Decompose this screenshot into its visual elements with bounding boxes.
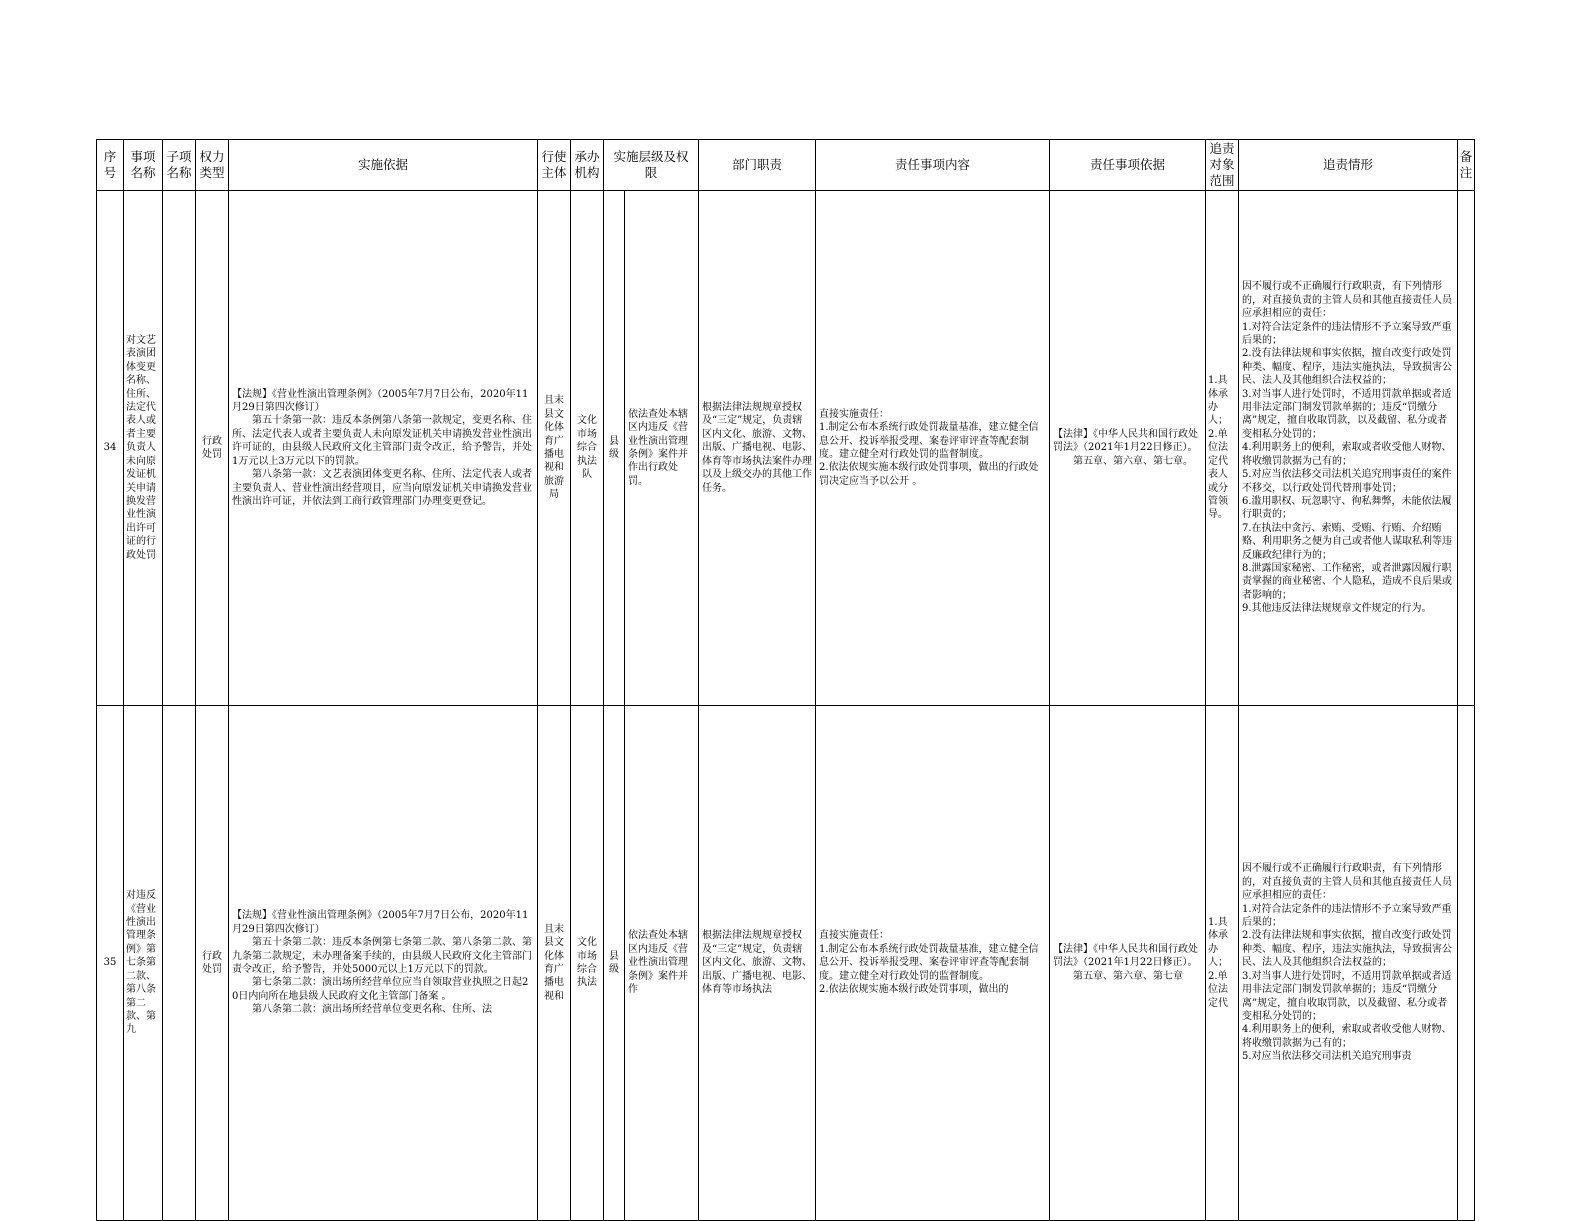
header-circumstances: 追责情形 [1239,140,1458,191]
row-resp-basis: 【法律】《中华人民共和国行政处罚法》（2021年1月22日修正）。 第五章、第六章、第七章 [1050,706,1206,1221]
header-remark: 备 注 [1458,140,1475,191]
row-seq: 35 [97,706,124,1221]
header-level: 实施层级及权 限 [604,140,699,191]
row-level-a: 县 级 [604,191,625,706]
row-level-b: 依法查处本辖区内违反《营业性演出管理条例》案件并作 [625,706,699,1221]
row-level-a: 县 级 [604,706,625,1221]
liability-table [96,139,1475,1221]
row-undertaker: 文化市场综合执法 [571,706,604,1221]
header-basis: 实施依据 [229,140,538,191]
header-subject: 行使 主体 [538,140,571,191]
header-undertaker: 承办 机构 [571,140,604,191]
row-subject: 且末县文化体育广播电视和 [538,706,571,1221]
table-row [97,706,1475,1221]
row-circumstances: 因不履行或不正确履行行政职责，有下列情形的，对直接负责的主管人员和其他直接责任人员应承担相应的责任： 1.对符合法定条件的违法情形不予立案导致严重后果的； 2.没有法律法规和事实依据，擅自改变行政处罚种类、幅度、程序，违法实施执法，导致损害公民、法人及其他组织合法权益的； 3.对当事人进行处罚时，不适用罚款单据或者适用非法定部门制发罚款单据的；违反“罚缴分离”规定，擅自收取罚款，以及截留、私分或者变相私分处罚的； 4.利用职务上的便利，索取或者收受他人财物、将收缴罚款据为己有的； 5.对应当依法移交司法机关追究刑事责任的案件不移交，以行政处罚代替刑事处罚； 6.滥用职权、玩忽职守、徇私舞弊，未能依法履行职责的； 7.在执法中贪污、索贿、受贿、行贿、介绍贿赂、利用职务之便为自己或者他人谋取私利等违反廉政纪律行为的； 8.泄露国家秘密、工作秘密，或者泄露因履行职责掌握的商业秘密、个人隐私，造成不良后果或者影响的； 9.其他违反法律法规规章文件规定的行为。 [1239,191,1458,706]
header-power-type: 权力 类型 [196,140,229,191]
row-resp-basis: 【法律】《中华人民共和国行政处罚法》（2021年1月22日修正）。 第五章、第六章、第七章。 [1050,191,1206,706]
header-resp-basis: 责任事项依据 [1050,140,1206,191]
row-scope: 1.具体承办人； 2.单位法定代表人或分管领导。 [1206,191,1239,706]
header-resp-content: 责任事项内容 [816,140,1050,191]
row-duty: 根据法律法规规章授权及“三定”规定，负责辖区内文化、旅游、文物、出版、广播电视、电影、体育等市场执法 [699,706,816,1221]
row-remark [1458,191,1475,706]
row-item-name: 对违反《营业性演出管理条例》第七条第二款、第八条第二款、第九 [124,706,163,1221]
row-basis: 【法规】《营业性演出管理条例》（2005年7月7日公布，2020年11月29日第四次修订） 第五十条第二款：违反本条例第七条第二款、第八条第二款、第九条第二款规定，未办理备案手续的，由县级人民政府文化主管部门责令改正，给予警告，并处5000元以上1万元以下的罚款。 第七条第二款：演出场所经营单位应当自领取营业执照之日起20日内向所在地县级人民政府文化主管部门备案 。 第八条第二款：演出场所经营单位变更名称、住所、法 [229,706,538,1221]
header-duty: 部门职责 [699,140,816,191]
row-power-type: 行政 处罚 [196,706,229,1221]
row-sub-item [163,191,196,706]
table-sheet [96,139,1474,1063]
header-row [97,140,1475,191]
table-row [97,191,1475,706]
row-remark [1458,706,1475,1221]
row-duty: 根据法律法规规章授权及“三定”规定，负责辖区内文化、旅游、文物、出版、广播电视、电影、体育等市场执法案件办理以及上级交办的其他工作任务。 [699,191,816,706]
row-sub-item [163,706,196,1221]
row-resp-content: 直接实施责任： 1.制定公布本系统行政处罚裁量基准，建立健全信息公开、投诉举报受理、案卷评审评查等配套制度。建立健全对行政处罚的监督制度。 2.依法依规实施本级行政处罚事项，做出的 [816,706,1050,1221]
row-resp-content: 直接实施责任： 1.制定公布本系统行政处罚裁量基准，建立健全信息公开、投诉举报受理、案卷评审评查等配套制度。建立健全对行政处罚的监督制度。 2.依法依规实施本级行政处罚事项，做出的行政处罚决定应当予以公开 。 [816,191,1050,706]
row-subject: 且末县文化体育广播电视和旅游局 [538,191,571,706]
header-sub-item: 子项 名称 [163,140,196,191]
header-item-name: 事项 名称 [124,140,163,191]
row-seq: 34 [97,191,124,706]
row-undertaker: 文化市场综合执法队 [571,191,604,706]
row-circumstances: 因不履行或不正确履行行政职责，有下列情形的，对直接负责的主管人员和其他直接责任人员应承担相应的责任： 1.对符合法定条件的违法情形不予立案导致严重后果的； 2.没有法律法规和事实依据，擅自改变行政处罚种类、幅度、程序，违法实施执法，导致损害公民、法人及其他组织合法权益的； 3.对当事人进行处罚时，不适用罚款单据或者适用非法定部门制发罚款单据的；违反“罚缴分离”规定，擅自收取罚款，以及截留、私分或者变相私分处罚的； 4.利用职务上的便利，索取或者收受他人财物、将收缴罚款据为己有的； 5.对应当依法移交司法机关追究刑事责 [1239,706,1458,1221]
row-scope: 1.具体承办人； 2.单位法定代 [1206,706,1239,1221]
header-seq: 序 号 [97,140,124,191]
row-basis: 【法规】《营业性演出管理条例》（2005年7月7日公布，2020年11月29日第四次修订） 第五十条第一款：违反本条例第八条第一款规定，变更名称、住所、法定代表人或者主要负责人未向原发证机关申请换发营业性演出许可证的，由县级人民政府文化主管部门责令改正，给予警告，并处1万元以上3万元以下的罚款。 第八条第一款：文艺表演团体变更名称、住所、法定代表人或者主要负责人、营业性演出经营项目，应当向原发证机关申请换发营业性演出许可证，并依法到工商行政管理部门办理变更登记。 [229,191,538,706]
row-power-type: 行政 处罚 [196,191,229,706]
header-scope: 追责 对象 范围 [1206,140,1239,191]
row-item-name: 对文艺表演团体变更名称、住所、法定代表人或者主要负责人未向原发证机关申请换发营业性演出许可证的行政处罚 [124,191,163,706]
row-level-b: 依法查处本辖区内违反《营业性演出管理条例》案件并作出行政处罚。 [625,191,699,706]
